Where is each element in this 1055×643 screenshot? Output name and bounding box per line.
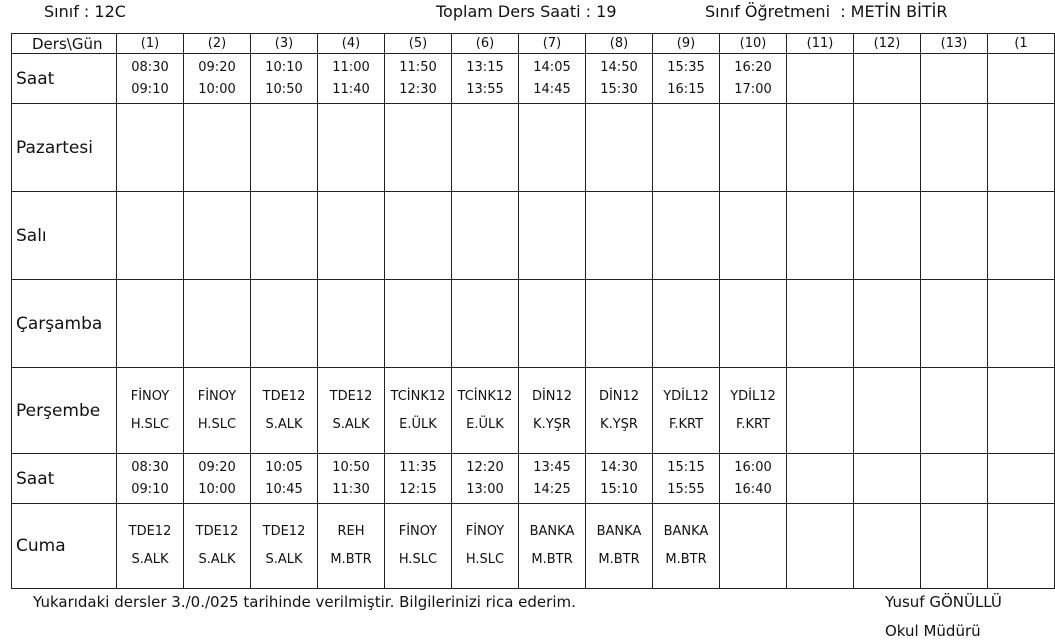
lesson-cell bbox=[117, 504, 184, 589]
teacher-code: F.KRT bbox=[668, 416, 704, 432]
lesson-cell bbox=[117, 280, 184, 368]
lesson-cell bbox=[653, 504, 720, 589]
day-label: Pazartesi bbox=[12, 104, 117, 192]
start-time: 14:05 bbox=[533, 59, 571, 75]
end-time: 10:50 bbox=[265, 81, 303, 97]
time-cell bbox=[519, 54, 586, 104]
teacher-code: E.ÜLK bbox=[399, 416, 437, 432]
lesson-code: REH bbox=[337, 524, 365, 539]
teacher-code: S.ALK bbox=[332, 416, 370, 432]
lesson-code: FİNOY bbox=[197, 388, 237, 404]
day-row bbox=[12, 504, 1055, 589]
class-teacher-label: Sınıf Öğretmeni bbox=[705, 2, 831, 21]
lesson-cell bbox=[117, 104, 184, 192]
teacher-code: M.BTR bbox=[531, 552, 573, 567]
end-time: 14:45 bbox=[533, 81, 571, 97]
lesson-cell bbox=[586, 280, 653, 368]
lesson-code: TDE12 bbox=[195, 524, 239, 539]
lesson-cell bbox=[385, 504, 452, 589]
day-row bbox=[12, 368, 1055, 454]
lesson-cell bbox=[519, 504, 586, 589]
start-time: 11:35 bbox=[399, 459, 437, 475]
lesson-code: YDİL12 bbox=[663, 388, 709, 404]
time-cell bbox=[519, 454, 586, 504]
lesson-cell bbox=[184, 280, 251, 368]
period-header: (10) bbox=[720, 34, 787, 54]
lesson-cell bbox=[720, 368, 787, 454]
period-header: (9) bbox=[653, 34, 720, 54]
lesson-code: DİN12 bbox=[531, 388, 573, 404]
lesson-cell bbox=[653, 368, 720, 454]
time-cell bbox=[854, 454, 921, 504]
start-time: 09:20 bbox=[198, 459, 236, 475]
time-cell bbox=[854, 54, 921, 104]
teacher-code: M.BTR bbox=[598, 552, 640, 567]
lesson-cell bbox=[988, 104, 1055, 192]
end-time: 15:55 bbox=[667, 481, 705, 497]
start-time: 08:30 bbox=[131, 59, 169, 75]
time-cell bbox=[117, 54, 184, 104]
start-time: 08:30 bbox=[131, 459, 169, 475]
time-cell bbox=[251, 54, 318, 104]
lesson-cell bbox=[720, 504, 787, 589]
lesson-cell bbox=[787, 504, 854, 589]
teacher-code: H.SLC bbox=[398, 552, 438, 567]
lesson-cell bbox=[184, 368, 251, 454]
period-header: (8) bbox=[586, 34, 653, 54]
teacher-code: H.SLC bbox=[197, 416, 237, 432]
lesson-cell bbox=[787, 280, 854, 368]
lesson-cell bbox=[720, 104, 787, 192]
time-cell bbox=[653, 454, 720, 504]
time-cell bbox=[251, 454, 318, 504]
start-time: 09:20 bbox=[198, 59, 236, 75]
total-hours-value: 19 bbox=[596, 2, 617, 21]
lesson-code: FİNOY bbox=[130, 388, 170, 404]
time-cell bbox=[184, 454, 251, 504]
teacher-code: F.KRT bbox=[735, 416, 771, 432]
time-cell bbox=[184, 54, 251, 104]
time-row bbox=[12, 454, 1055, 504]
class-teacher-info: Sınıf Öğretmeni : METİN BİTİR bbox=[705, 2, 948, 21]
class-value: 12C bbox=[94, 2, 126, 21]
lesson-cell bbox=[452, 104, 519, 192]
time-cell bbox=[318, 54, 385, 104]
lesson-code: BANKA bbox=[663, 524, 709, 539]
teacher-code: S.ALK bbox=[265, 552, 303, 567]
day-row bbox=[12, 104, 1055, 192]
period-header: (7) bbox=[519, 34, 586, 54]
time-cell bbox=[988, 454, 1055, 504]
end-time: 12:30 bbox=[399, 81, 437, 97]
lesson-cell bbox=[318, 368, 385, 454]
time-cell bbox=[452, 454, 519, 504]
time-cell bbox=[720, 54, 787, 104]
end-time: 11:40 bbox=[332, 81, 370, 97]
teacher-code: E.ÜLK bbox=[466, 416, 504, 432]
lesson-cell bbox=[251, 104, 318, 192]
time-row-label: Saat bbox=[12, 54, 117, 104]
lesson-cell bbox=[117, 192, 184, 280]
lesson-cell bbox=[519, 368, 586, 454]
time-cell bbox=[385, 54, 452, 104]
start-time: 10:05 bbox=[265, 459, 303, 475]
end-time: 09:10 bbox=[131, 81, 169, 97]
lesson-cell bbox=[653, 104, 720, 192]
start-time: 11:50 bbox=[399, 59, 437, 75]
start-time: 16:20 bbox=[734, 59, 772, 75]
teacher-code: K.YŞR bbox=[533, 416, 571, 432]
lesson-cell bbox=[720, 280, 787, 368]
lesson-cell bbox=[921, 280, 988, 368]
period-header: (3) bbox=[251, 34, 318, 54]
time-cell bbox=[318, 454, 385, 504]
end-time: 10:45 bbox=[265, 481, 303, 497]
start-time: 10:50 bbox=[332, 459, 370, 475]
start-time: 10:10 bbox=[265, 59, 303, 75]
teacher-code: K.YŞR bbox=[600, 416, 638, 432]
end-time: 16:15 bbox=[667, 81, 705, 97]
start-time: 14:50 bbox=[600, 59, 638, 75]
lesson-cell bbox=[452, 280, 519, 368]
lesson-cell bbox=[586, 192, 653, 280]
end-time: 17:00 bbox=[734, 81, 772, 97]
time-row bbox=[12, 54, 1055, 104]
lesson-cell bbox=[988, 192, 1055, 280]
teacher-code: M.BTR bbox=[330, 552, 372, 567]
lesson-cell bbox=[854, 192, 921, 280]
principal-title: Okul Müdürü bbox=[885, 622, 981, 640]
lesson-cell bbox=[519, 280, 586, 368]
lesson-cell bbox=[921, 104, 988, 192]
end-time: 16:40 bbox=[734, 481, 772, 497]
end-time: 11:30 bbox=[332, 481, 370, 497]
total-hours-info: Toplam Ders Saati : 19 bbox=[436, 2, 617, 21]
period-header: (11) bbox=[787, 34, 854, 54]
lesson-code: BANKA bbox=[529, 524, 575, 539]
lesson-cell bbox=[854, 280, 921, 368]
period-header: (13) bbox=[921, 34, 988, 54]
lesson-cell bbox=[452, 192, 519, 280]
lesson-code: TCİNK12 bbox=[390, 388, 446, 404]
lesson-cell bbox=[251, 504, 318, 589]
lesson-cell bbox=[854, 504, 921, 589]
end-time: 14:25 bbox=[533, 481, 571, 497]
end-time: 09:10 bbox=[131, 481, 169, 497]
period-header-row bbox=[12, 34, 1055, 54]
lesson-cell bbox=[318, 192, 385, 280]
start-time: 12:20 bbox=[466, 459, 504, 475]
lesson-cell bbox=[318, 104, 385, 192]
time-cell bbox=[787, 54, 854, 104]
lesson-cell bbox=[251, 280, 318, 368]
period-header: (1 bbox=[988, 34, 1055, 54]
end-time: 13:00 bbox=[466, 481, 504, 497]
period-header: (6) bbox=[452, 34, 519, 54]
time-cell bbox=[452, 54, 519, 104]
lesson-code: DİN12 bbox=[598, 388, 640, 404]
class-teacher-value: METİN BİTİR bbox=[850, 2, 948, 21]
lesson-cell bbox=[586, 504, 653, 589]
lesson-code: TDE12 bbox=[128, 524, 172, 539]
period-header: (12) bbox=[854, 34, 921, 54]
lesson-cell bbox=[318, 280, 385, 368]
time-cell bbox=[586, 54, 653, 104]
day-label: Salı bbox=[12, 192, 117, 280]
period-header: (2) bbox=[184, 34, 251, 54]
lesson-code: BANKA bbox=[596, 524, 642, 539]
time-cell bbox=[921, 54, 988, 104]
lesson-cell bbox=[452, 504, 519, 589]
lesson-cell bbox=[117, 368, 184, 454]
teacher-code: S.ALK bbox=[265, 416, 303, 432]
end-time: 13:55 bbox=[466, 81, 504, 97]
lesson-cell bbox=[988, 368, 1055, 454]
teacher-code: M.BTR bbox=[665, 552, 707, 567]
lesson-cell bbox=[184, 192, 251, 280]
lesson-cell bbox=[184, 504, 251, 589]
teacher-code: H.SLC bbox=[130, 416, 170, 432]
class-label: Sınıf bbox=[44, 2, 79, 21]
time-cell bbox=[988, 54, 1055, 104]
lesson-cell bbox=[519, 192, 586, 280]
lesson-cell bbox=[586, 368, 653, 454]
time-row-label: Saat bbox=[12, 454, 117, 504]
start-time: 16:00 bbox=[734, 459, 772, 475]
lesson-code: TCİNK12 bbox=[457, 388, 513, 404]
corner-cell: Ders\Gün bbox=[12, 34, 117, 54]
period-header: (1) bbox=[117, 34, 184, 54]
lesson-code: FİNOY bbox=[465, 524, 505, 539]
day-row bbox=[12, 280, 1055, 368]
timetable bbox=[11, 33, 1055, 589]
end-time: 10:00 bbox=[198, 81, 236, 97]
lesson-cell bbox=[385, 104, 452, 192]
footer-note: Yukarıdaki dersler 3./0./025 tarihinde verilmiştir. Bilgilerinizi rica ederim. bbox=[33, 593, 576, 611]
end-time: 12:15 bbox=[399, 481, 437, 497]
lesson-cell bbox=[921, 368, 988, 454]
lesson-cell bbox=[586, 104, 653, 192]
lesson-cell bbox=[720, 192, 787, 280]
start-time: 11:00 bbox=[332, 59, 370, 75]
end-time: 10:00 bbox=[198, 481, 236, 497]
lesson-cell bbox=[921, 504, 988, 589]
lesson-cell bbox=[385, 192, 452, 280]
lesson-cell bbox=[318, 504, 385, 589]
teacher-code: S.ALK bbox=[198, 552, 236, 567]
lesson-cell bbox=[184, 104, 251, 192]
class-info: Sınıf : 12C bbox=[44, 2, 126, 21]
time-cell bbox=[385, 454, 452, 504]
lesson-code: FİNOY bbox=[398, 524, 438, 539]
lesson-code: TDE12 bbox=[262, 524, 306, 539]
time-cell bbox=[653, 54, 720, 104]
lesson-cell bbox=[921, 192, 988, 280]
start-time: 14:30 bbox=[600, 459, 638, 475]
principal-name: Yusuf GÖNÜLLÜ bbox=[885, 593, 1002, 611]
end-time: 15:30 bbox=[600, 81, 638, 97]
lesson-cell bbox=[787, 368, 854, 454]
lesson-cell bbox=[988, 504, 1055, 589]
lesson-code: YDİL12 bbox=[730, 388, 776, 404]
lesson-cell bbox=[854, 104, 921, 192]
lesson-code: TDE12 bbox=[262, 388, 306, 404]
lesson-cell bbox=[251, 368, 318, 454]
end-time: 15:10 bbox=[600, 481, 638, 497]
lesson-cell bbox=[452, 368, 519, 454]
lesson-cell bbox=[653, 280, 720, 368]
day-label: Çarşamba bbox=[12, 280, 117, 368]
teacher-code: H.SLC bbox=[465, 552, 505, 567]
day-label: Cuma bbox=[12, 504, 117, 589]
time-cell bbox=[720, 454, 787, 504]
lesson-cell bbox=[251, 192, 318, 280]
teacher-code: S.ALK bbox=[131, 552, 169, 567]
time-cell bbox=[921, 454, 988, 504]
start-time: 13:45 bbox=[533, 459, 571, 475]
lesson-cell bbox=[653, 192, 720, 280]
start-time: 13:15 bbox=[466, 59, 504, 75]
period-header: (4) bbox=[318, 34, 385, 54]
start-time: 15:15 bbox=[667, 459, 705, 475]
lesson-cell bbox=[988, 280, 1055, 368]
lesson-cell bbox=[519, 104, 586, 192]
lesson-cell bbox=[385, 368, 452, 454]
period-header: (5) bbox=[385, 34, 452, 54]
lesson-code: TDE12 bbox=[329, 388, 373, 404]
lesson-cell bbox=[854, 368, 921, 454]
lesson-cell bbox=[385, 280, 452, 368]
lesson-cell bbox=[787, 104, 854, 192]
total-hours-label: Toplam Ders Saati bbox=[436, 2, 581, 21]
time-cell bbox=[787, 454, 854, 504]
start-time: 15:35 bbox=[667, 59, 705, 75]
time-cell bbox=[586, 454, 653, 504]
lesson-cell bbox=[787, 192, 854, 280]
day-label: Perşembe bbox=[12, 368, 117, 454]
day-row bbox=[12, 192, 1055, 280]
time-cell bbox=[117, 454, 184, 504]
